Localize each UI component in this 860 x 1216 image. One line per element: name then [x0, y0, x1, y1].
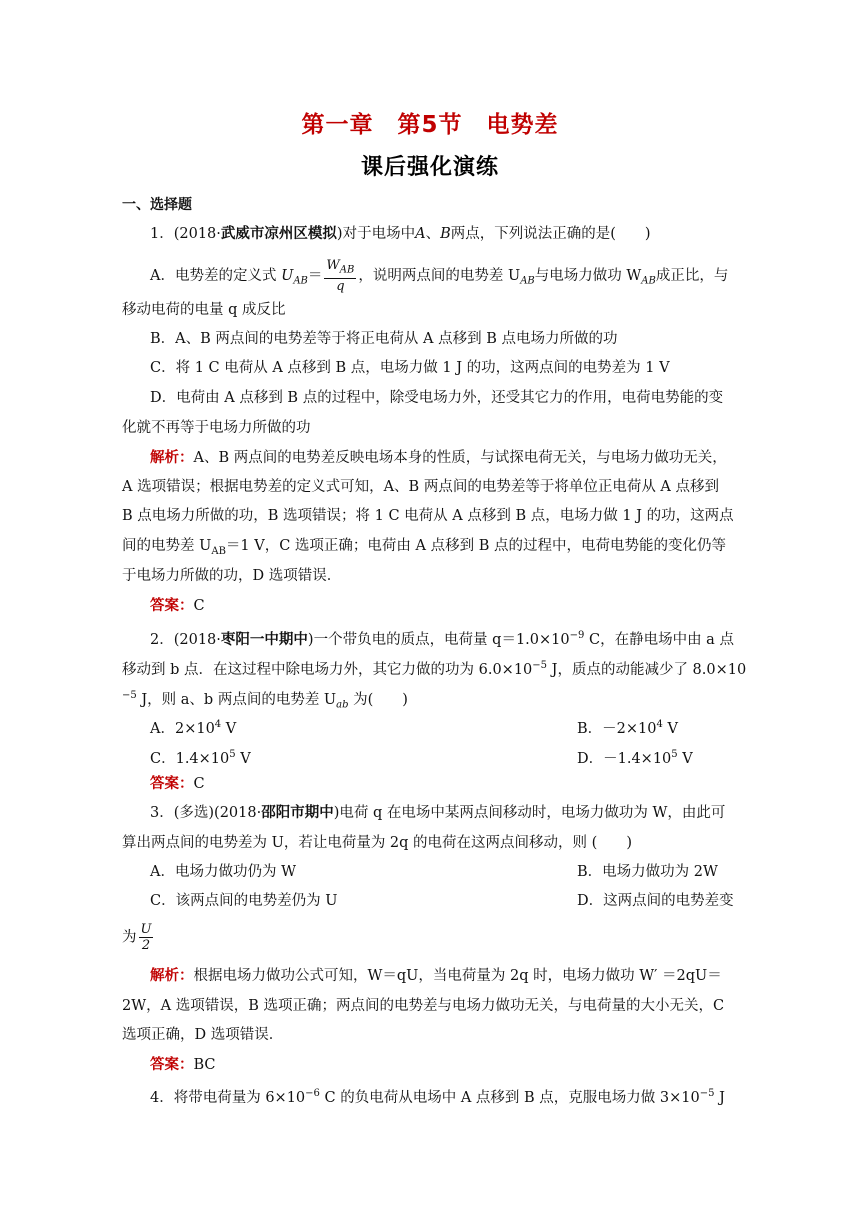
question-3-answer: 答案：BC [150, 1057, 216, 1073]
question-3-stem: 3．(多选)(2018·邵阳市期中)电荷 q 在电场中某两点间移动时，电场力做功为 W，由此可 [150, 805, 726, 821]
fraction-w-over-q: $\frac{W_{AB}}{q}$ [326, 258, 355, 294]
question-3-option-a: A．电场力做功仍为 W [150, 864, 296, 880]
question-2-option-c: C．$1.4\times 10^5$ V [150, 749, 251, 767]
question-3-option-c: C．该两点间的电势差仍为 U [150, 893, 338, 909]
question-3-explanation-2: 2W，A 选项错误，B 选项正确；两点间的电势差与电场力做功无关，与电荷量的大小无关，C [122, 998, 725, 1014]
question-4-stem: 4．将带电荷量为 $6\times 10^{-6}$ C 的负电荷从电场中 A 点移到 B 点，克服电场力做 $3\times 10^{-5}$ J [150, 1088, 725, 1106]
fraction-u-over-2: $\frac{U}{2}$ [140, 922, 152, 953]
question-1-option-a-line2: 移动电荷的电量 q 成反比 [122, 302, 286, 318]
question-1-option-a: A．电势差的定义式 $U_{AB}=$ $\frac{W_{AB}}{q}$ ，说明两点间的电势差 $U_{AB}$与电场力做功 $W_{AB}$成正比，与 [150, 258, 729, 294]
question-3-option-b: B．电场力做功为 2W [577, 864, 718, 880]
question-2-stem-line2: 移动到 b 点．在这过程中除电场力外，其它力做的功为 $6.0\times 10^{-5}$ J，质点的动能减少了 8.0×10 [122, 660, 747, 678]
question-2-answer: 答案：C [150, 776, 205, 792]
question-1-stem: 1．(2018·武威市凉州区模拟)对于电场中A、B两点，下列说法正确的是( ) [150, 226, 651, 242]
question-1-explanation-2: A 选项错误；根据电势差的定义式可知，A、B 两点间的电势差等于将单位正电荷从 A 点移到 [122, 479, 720, 495]
question-1-option-d: D．电荷由 A 点移到 B 点的过程中，除受电场力外，还受其它力的作用，电荷电势能的变 [150, 390, 724, 406]
question-2-option-b: B．$-2\times 10^4$ V [577, 719, 678, 737]
question-2-option-d: D．$-1.4\times 10^5$ V [577, 749, 693, 767]
question-1-option-c: C．将 1 C 电荷从 A 点移到 B 点，电场力做 1 J 的功，这两点间的电势差为 1 V [150, 360, 670, 376]
question-2-stem: 2．(2018·枣阳一中期中)一个带负电的质点，电荷量 $q=1.0\times 10^{-9}$ C，在静电场中由 a 点 [150, 630, 734, 648]
question-1-option-d-line2: 化就不再等于电场力所做的功 [122, 420, 311, 436]
question-1-explanation-3: B 点电场力所做的功，B 选项错误；将 1 C 电荷从 A 点移到 B 点，电场力做 1 J 的功，这两点 [122, 508, 734, 524]
question-3-explanation-3: 选项正确，D 选项错误． [122, 1027, 284, 1043]
question-1-answer: 答案：C [150, 598, 205, 614]
question-1-explanation-1: 解析：A、B 两点间的电势差反映电场本身的性质，与试探电荷无关，与电场力做功无关， [150, 450, 727, 466]
section-heading: 一、选择题 [122, 197, 192, 213]
question-2-option-a: A．$2\times 10^4$ V [150, 719, 237, 737]
question-3-option-d-line2: 为 $\frac{U}{2}$ [122, 922, 152, 953]
page-subtitle: 课后强化演练 [360, 155, 499, 180]
question-1-option-b: B．A、B 两点间的电势差等于将正电荷从 A 点移到 B 点电场力所做的功 [150, 331, 618, 347]
question-3-explanation-1: 解析：根据电场力做功公式可知，W＝qU，当电荷量为 2q 时，电场力做功 W′ ＝2qU＝ [150, 968, 722, 984]
question-1-explanation-4: 间的电势差 $U_{AB}=1$ V，C 选项正确；电荷由 A 点移到 B 点的过程中，电荷电势能的变化仍等 [122, 538, 726, 557]
question-3-option-d: D．这两点间的电势差变 [577, 893, 734, 909]
question-2-stem-line3: $^{-5}$ J，则 a、b 两点间的电势差 $U_{ab}$ 为( ) [122, 690, 408, 711]
page-title: 第一章 第5节 电势差 [301, 112, 559, 138]
question-1-explanation-5: 于电场力所做的功，D 选项错误． [122, 568, 342, 584]
question-3-stem-line2: 算出两点间的电势差为 U，若让电荷量为 2q 的电荷在这两点间移动，则 ( ) [122, 835, 632, 851]
